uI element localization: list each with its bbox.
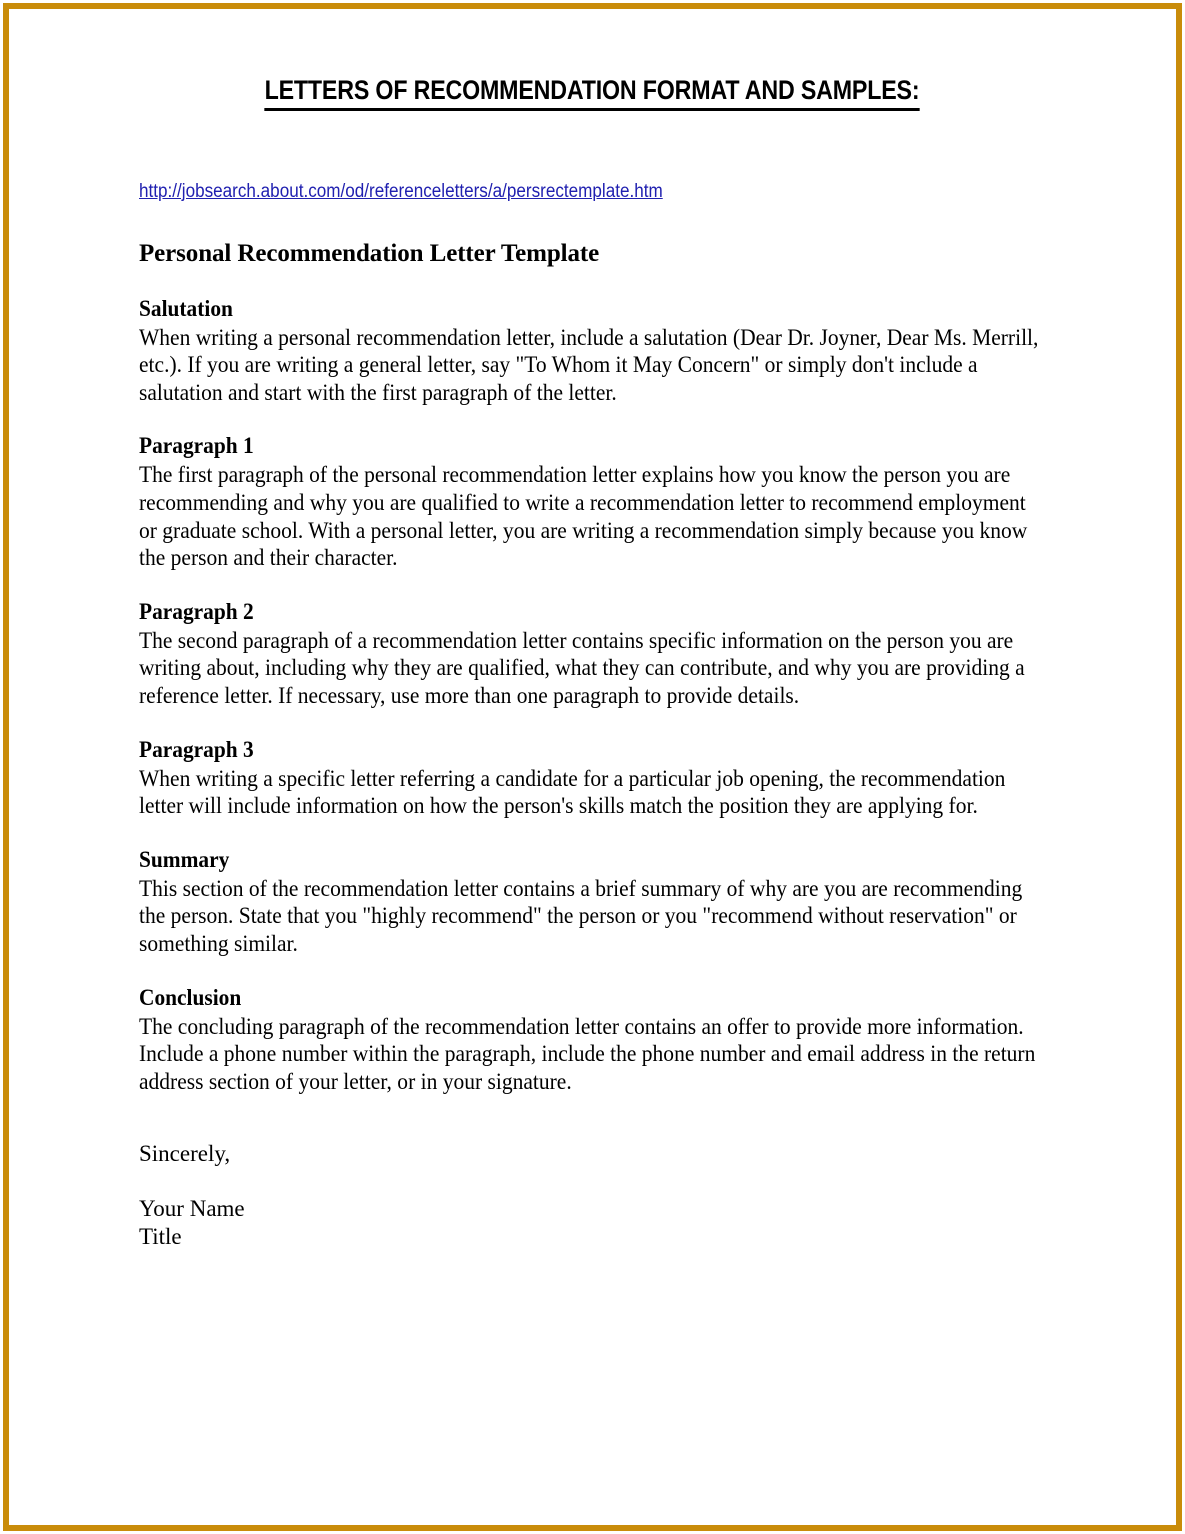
- section-salutation: [139, 269, 1045, 407]
- template-heading: Personal Recommendation Letter Template: [139, 239, 600, 267]
- page-title: [202, 0, 981, 111]
- source-url-link[interactable]: http://jobsearch.about.com/od/referenceletters/a/persrectemplate.htm: [139, 180, 663, 202]
- section-paragraph-2: [139, 572, 1045, 710]
- section-heading-conclusion: Conclusion: [139, 984, 242, 1010]
- closing-salutation: Sincerely,: [139, 1140, 231, 1166]
- section-summary: [139, 820, 1045, 958]
- section-body-summary: This section of the recommendation letter contains a brief summary of why are you are recommending the person. State that you "highly recommend" the person or you "recommend without reservation" or something similar.: [139, 875, 1023, 957]
- signature-block: [139, 1167, 1045, 1251]
- section-body-salutation: When writing a personal recommendation letter, include a salutation (Dear Dr. Joyner, Dear Ms. Merrill, etc.). If you are writing a general letter, say "To Whom it May Concern" or simply don't include a salutation and start with the first paragraph of the letter.: [139, 324, 1039, 405]
- document-content: [139, 0, 1045, 1251]
- section-heading-salutation: Salutation: [139, 295, 233, 321]
- section-body-paragraph-3: When writing a specific letter referring a candidate for a particular job opening, the recommendation letter will include information on how the person's skills match the position they are applying for.: [139, 765, 1006, 819]
- section-heading-paragraph-1: Paragraph 1: [139, 433, 254, 459]
- page-title-text: LETTERS OF RECOMMENDATION FORMAT AND SAMPLES:: [265, 76, 920, 111]
- section-body-conclusion: The concluding paragraph of the recommendation letter contains an offer to provide more information. Include a phone number within the paragraph, include the phone number and email address in the return address section of your letter, or in your signature.: [139, 1013, 1036, 1094]
- section-body-paragraph-2: The second paragraph of a recommendation letter contains specific information on the person you are writing about, including why they are qualified, what they can contribute, and why you are providing a reference letter. If necessary, use more than one paragraph to provide details.: [139, 627, 1025, 709]
- section-heading-paragraph-3: Paragraph 3: [139, 736, 254, 762]
- section-conclusion: [139, 958, 1045, 1096]
- section-body-paragraph-1: The first paragraph of the personal recommendation letter explains how you know the person you are recommending and why you are qualified to write a recommendation letter to recommend employment or graduate school. With a personal letter, you are writing a recommendation simply because you know the person and their character.: [139, 462, 1028, 571]
- source-url-line: [139, 111, 954, 203]
- section-paragraph-3: [139, 710, 1045, 820]
- section-heading-summary: Summary: [139, 846, 230, 872]
- signature-title: Title: [139, 1224, 182, 1250]
- section-paragraph-1: [139, 406, 1045, 571]
- section-heading-paragraph-2: Paragraph 2: [139, 598, 254, 624]
- signature-name: Your Name: [139, 1196, 245, 1222]
